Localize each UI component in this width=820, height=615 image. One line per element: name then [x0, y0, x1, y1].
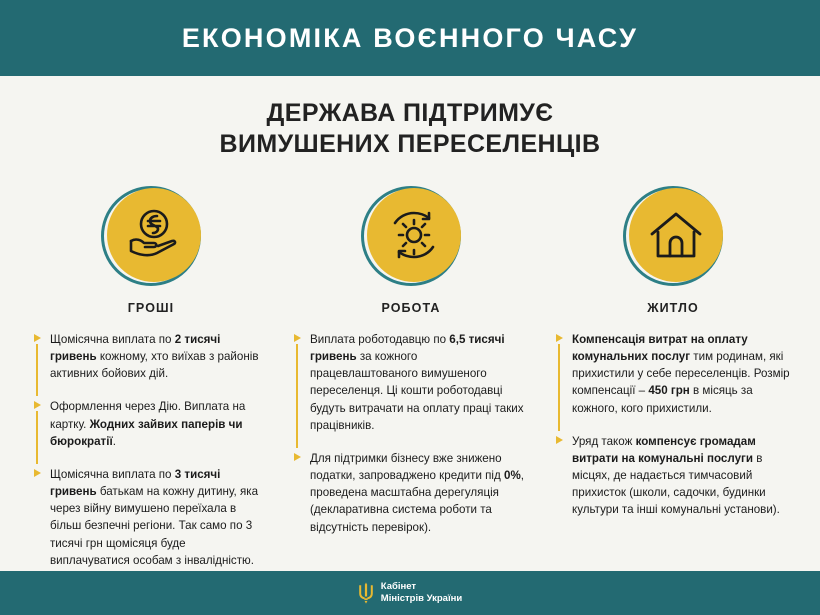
list-item-text: Виплата роботодавцю по 6,5 тисячі гривень за кожного працевлаштованого вимушеного переселенця. Ці кошти роботодавці будуть витрачати на оплату праці таких працівників. [310, 333, 524, 432]
bullet-list-money [34, 331, 268, 569]
page-title-line-1: ДЕРЖАВА ПІДТРИМУЄ [266, 99, 554, 127]
bullet-rail [558, 344, 560, 431]
columns-container [22, 181, 798, 569]
footer-line-2: Міністрів України [380, 593, 463, 604]
list-item [294, 450, 528, 536]
hand-with-hryvnia-coin-icon [101, 186, 201, 286]
house-icon [623, 186, 723, 286]
bullet-rail [36, 344, 38, 396]
footer-line-1: Кабінет [380, 581, 417, 593]
category-label-work: РОБОТА [381, 301, 441, 315]
category-label-money: ГРОШІ [127, 301, 175, 315]
bullet-list-housing [556, 331, 790, 519]
list-item-text: Компенсація витрат на оплату комунальних послуг тим родинам, які прихистили у себе переселенців. Розмір компенсації – 450 грн в місяць за кожного, кого прихистили. [572, 333, 790, 415]
list-item [294, 331, 528, 434]
page-title-line-2: ВИМУШЕНИХ ПЕРЕСЕЛЕНЦІВ [219, 129, 601, 158]
header-banner [0, 0, 820, 76]
list-item-text: Уряд також компенсує громадам витрати на комунальні послуги в місцях, де надається тимчасовий прихисток (школи, садочки, будинки культури та інші комунальні установи). [572, 434, 780, 517]
bullet-triangle-icon [294, 334, 301, 342]
category-label-housing: ЖИТЛО [647, 301, 699, 315]
list-item-text: Для підтримки бізнесу вже знижено податки, запроваджено кредити під 0%, проведена масштабна дерегуляція (декларативна система роботи та відсутність перевірок). [310, 451, 524, 534]
bullet-triangle-icon [34, 469, 41, 477]
trident-emblem-icon [358, 582, 374, 604]
column-housing [542, 181, 798, 569]
icon-container-housing [556, 181, 790, 291]
list-item [34, 331, 268, 382]
bullet-rail [36, 411, 38, 463]
bullet-triangle-icon [556, 436, 563, 444]
list-item-text: Оформлення через Дію. Виплата на картку. Жодних зайвих паперів чи бюрократії. [50, 400, 246, 448]
header-title: ЕКОНОМІКА ВОЄННОГО ЧАСУ [181, 22, 639, 53]
column-work [282, 181, 542, 569]
list-item-text: Щомісячна виплата по 2 тисячі гривень кожному, хто виїхав з районів активних бойових дій. [50, 333, 259, 381]
bullet-list-work [294, 331, 528, 536]
main-content [0, 76, 820, 571]
bullet-triangle-icon [556, 334, 563, 342]
bullet-triangle-icon [34, 401, 41, 409]
gear-recycle-arrows-icon [361, 186, 461, 286]
bullet-rail [296, 344, 298, 448]
bullet-triangle-icon [294, 453, 301, 461]
footer-bar [0, 571, 820, 615]
list-item-text: Щомісячна виплата по 3 тисячі гривень батькам на кожну дитину, яка через війну вимушено переїхала в більш безпечні регіони. Так само по 3 тисячі грн щомісяця буде виплачуватися особам з інвалідністю. [50, 467, 259, 567]
footer-caption [381, 581, 462, 605]
bullet-triangle-icon [34, 334, 41, 342]
list-item [34, 466, 268, 569]
list-item [556, 331, 790, 417]
list-item [34, 398, 268, 449]
icon-container-work [294, 181, 528, 291]
page-title [22, 98, 798, 159]
list-item [556, 433, 790, 519]
column-money [22, 181, 282, 569]
icon-container-money [34, 181, 268, 291]
